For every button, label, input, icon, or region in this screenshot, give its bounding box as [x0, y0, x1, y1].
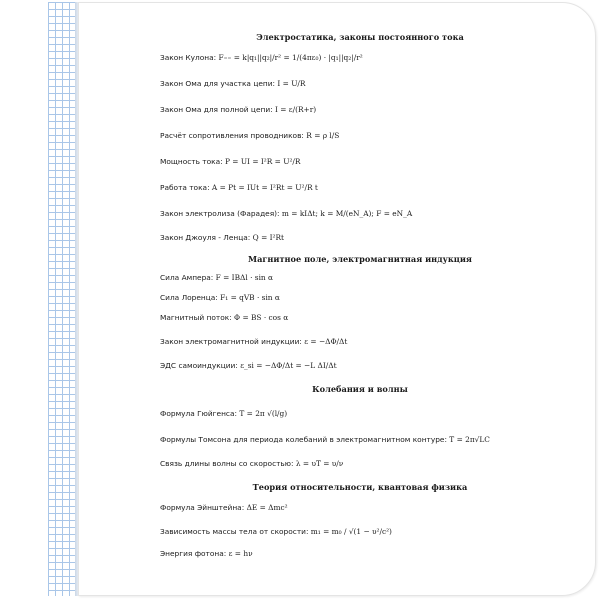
notebook: [48, 2, 596, 596]
formula-ohm-full: Закон Ома для полной цепи: I = ε/(R+r): [160, 105, 317, 114]
section-title-relativity: Теория относительности, квантовая физика: [252, 482, 468, 492]
formula-lorentz: Сила Лоренца: F₁ = qVB · sin α: [160, 293, 280, 302]
formula-power: Мощность тока: P = UI = I²R = U²/R: [160, 157, 301, 166]
formula-huygens: Формула Гюйгенса: T = 2π √(l/g): [160, 409, 288, 418]
formula-ohm-segment: Закон Ома для участка цепи: I = U/R: [160, 79, 306, 88]
grid-paper-strip: [48, 2, 76, 596]
formula-resistance: Расчёт сопротивления проводников: R = ρ l/S: [160, 131, 340, 140]
formula-ampere: Сила Ампера: F = IBΔl · sin α: [160, 273, 274, 282]
formula-relativistic-mass: Зависимость массы тела от скорости: m₁ = m₀ / √(1 − υ²/c²): [160, 527, 392, 536]
formula-wavelength: Связь длины волны со скоростью: λ = υT = υ/ν: [160, 459, 344, 468]
formula-joule-lenz: Закон Джоуля - Ленца: Q = I²Rt: [160, 233, 285, 242]
section-title-oscillations: Колебания и волны: [312, 384, 408, 394]
formula-work: Работа тока: A = Pt = IUt = I²Rt = U²/R t: [160, 183, 318, 192]
formula-self-induction: ЭДС самоиндукции: ε_si = −ΔΦ/Δt = −L ΔI/Δt: [160, 361, 337, 370]
formula-einstein: Формула Эйнштейна: ΔE = Δmc²: [160, 503, 288, 512]
section-title-electrostatics: Электростатика, законы постоянного тока: [256, 32, 464, 42]
formula-em-induction: Закон электромагнитной индукции: ε = −ΔΦ/Δt: [160, 337, 348, 346]
formula-coulomb: Закон Кулона: F₌₌ = k|q₁||q₂|/r² = 1/(4πε₀) · |q₁||q₂|/r²: [160, 53, 363, 62]
notebook-cover: [78, 2, 596, 596]
formula-electrolysis: Закон электролиза (Фарадея): m = kIΔt; k = M/(eN_A); F = eN_A: [160, 209, 413, 218]
formula-magnetic-flux: Магнитный поток: Φ = BS · cos α: [160, 313, 289, 322]
section-title-magnetism: Магнитное поле, электромагнитная индукция: [248, 254, 472, 264]
formula-photon-energy: Энергия фотона: ε = hν: [160, 549, 253, 558]
formula-thomson: Формулы Томсона для периода колебаний в электромагнитном контуре: T = 2π√LC: [160, 435, 490, 444]
